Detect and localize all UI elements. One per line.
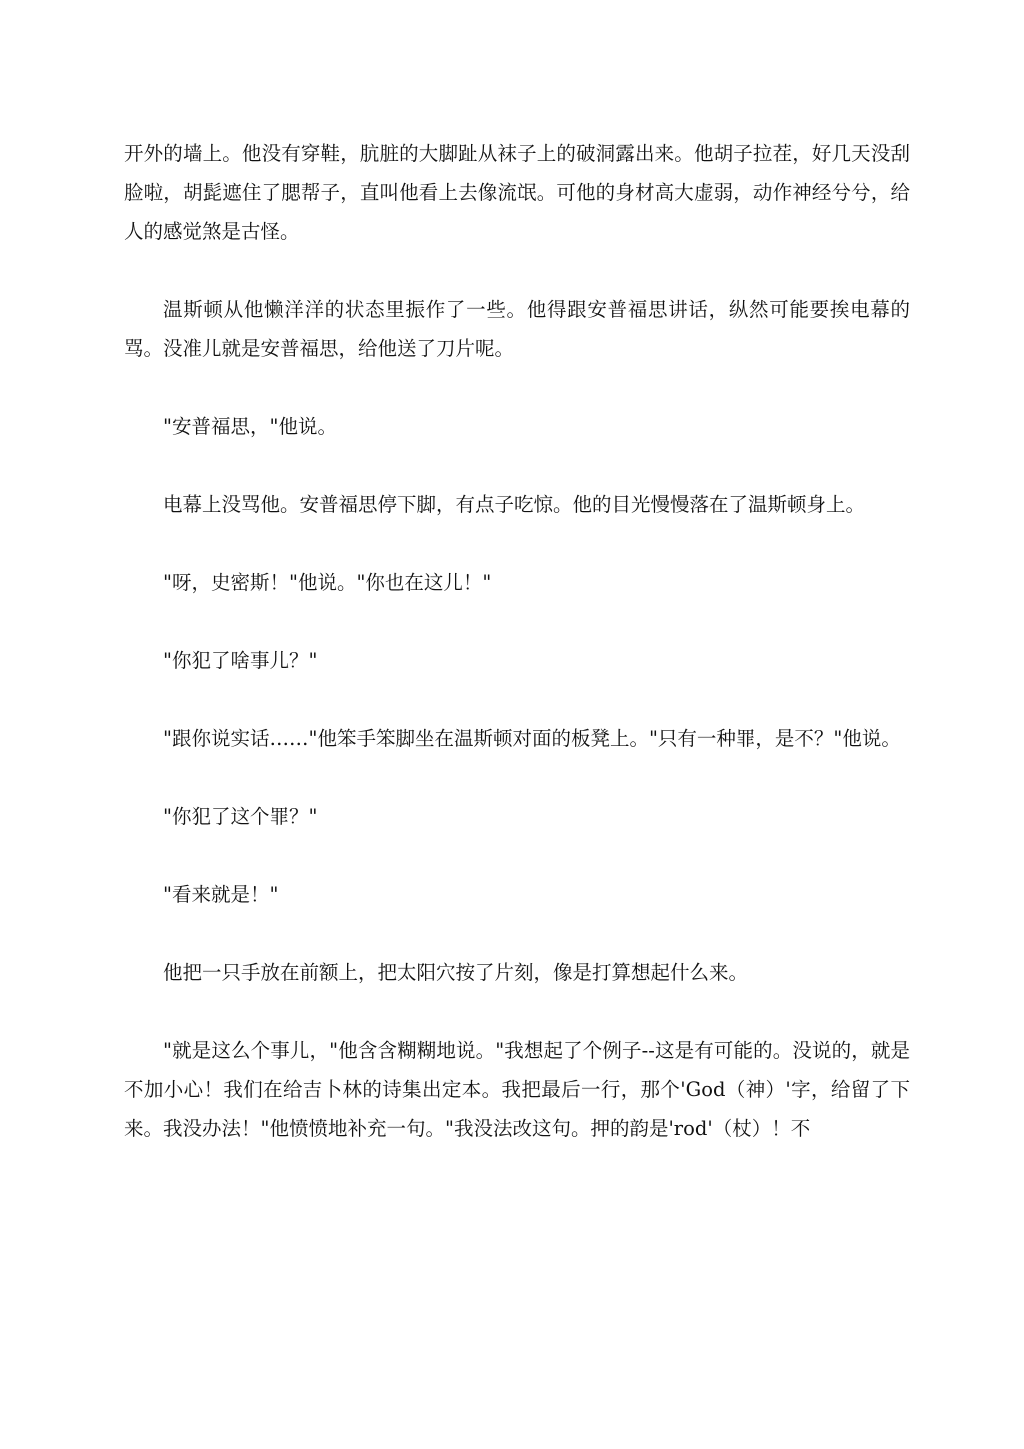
paragraph: "呀，史密斯！"他说。"你也在这儿！" (163, 571, 492, 594)
paragraph: 电幕上没骂他。安普福思停下脚，有点子吃惊。他的目光慢慢落在了温斯顿身上。 (163, 493, 866, 516)
paragraph: 开外的墙上。他没有穿鞋，肮脏的大脚趾从袜子上的破洞露出来。他胡子拉茬，好几天没刮脸啦，胡髭遮住了腮帮子，直叫他看上去像流氓。可他的身材高大虚弱，动作神经兮兮，给人的感觉煞是古怪。 (124, 142, 910, 243)
paragraph: "安普福思，"他说。 (163, 415, 337, 438)
body-text (124, 134, 910, 1187)
paragraph: "就是这么个事儿，"他含含糊糊地说。"我想起了个例子--这是有可能的。没说的，就是不加小心！我们在给吉卜林的诗集出定本。我把最后一行，那个'God（神）'字，给留了下来。我没办法！"他愤愤地补充一句。"我没法改这句。押的韵是'rod'（杖）！不 (124, 1039, 910, 1140)
paragraph: "看来就是！" (163, 883, 279, 906)
paragraph: 他把一只手放在前额上，把太阳穴按了片刻，像是打算想起什么来。 (163, 961, 749, 984)
paragraph: 温斯顿从他懒洋洋的状态里振作了一些。他得跟安普福思讲话，纵然可能要挨电幕的骂。没准儿就是安普福思，给他送了刀片呢。 (124, 298, 910, 360)
paragraph: "跟你说实话……"他笨手笨脚坐在温斯顿对面的板凳上。"只有一种罪，是不？"他说。 (163, 727, 901, 750)
paragraph: "你犯了啥事儿？" (163, 649, 318, 672)
paragraph: "你犯了这个罪？" (163, 805, 318, 828)
